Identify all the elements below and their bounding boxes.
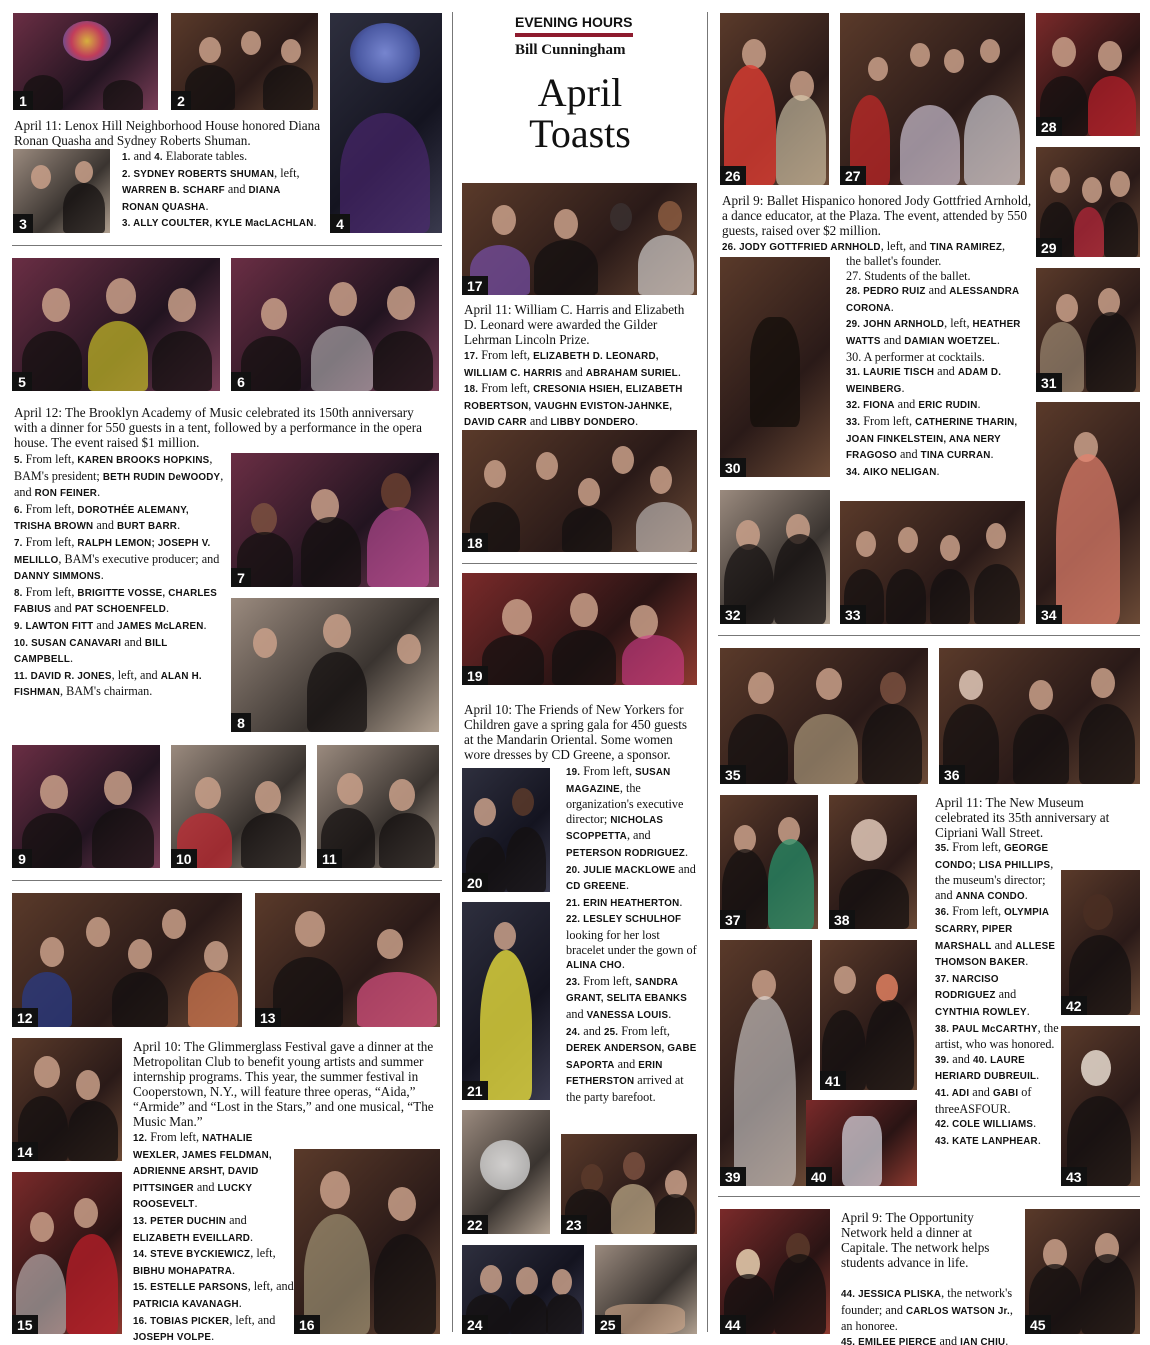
photo xyxy=(13,13,158,110)
photo-number: 31 xyxy=(1036,373,1062,392)
photo xyxy=(1025,1209,1140,1334)
photo xyxy=(462,1110,550,1234)
section-rule xyxy=(12,245,442,246)
photo xyxy=(1036,268,1140,392)
newmuseum-credits: 35. From left, GEORGE CONDO; LISA PHILLIPS, the museum's director; and ANNA CONDO. 36. From left, OLYMPIA SCARRY, PIPER MARSHALL and ALLESE THOMSON BAKER. 37. NARCISO RODRIGUEZ and CYNTHIA ROWLEY. 38. PAUL McCARTHY, the artist, who was honored. 39. and 40. LAURE HERIARD DUBREUIL. 41. ADI and GABI of threeASFOUR. 42. COLE WILLIAMS. 43. KATE LANPHEAR. xyxy=(935,840,1059,1147)
hispanico-caption: April 9: Ballet Hispanico honored Jody Gottfried Arnhold, a dance educator, at the Plaza. The event, attended by 550 guests, raised over $2 million. xyxy=(722,193,1032,238)
newmuseum-caption: April 11: The New Museum celebrated its 35th anniversary at Cipriani Wall Street. xyxy=(935,795,1110,840)
section-rule xyxy=(718,1196,1140,1197)
photo xyxy=(720,13,829,185)
photo xyxy=(12,1172,122,1334)
photo-number: 43 xyxy=(1061,1167,1087,1186)
section-tag-bar xyxy=(515,33,633,37)
photo-number: 6 xyxy=(231,372,251,391)
glimmerglass-credits: 12. From left, NATHALIE WEXLER, JAMES FELDMAN, ADRIENNE ARSHT, DAVID PITTSINGER and LUCKY ROOSEVELT. 13. PETER DUCHIN and ELIZABETH EVEILLARD. 14. STEVE BYCKIEWICZ, left, BIBHU MOHAPATRA. 15. ESTELLE PARSONS, left, and PATRICIA KAVANAGH. 16. TOBIAS PICKER, left, and JOSEPH VOLPE. xyxy=(133,1130,294,1344)
photo-number: 14 xyxy=(12,1142,38,1161)
photo-number: 29 xyxy=(1036,238,1062,257)
photo-number: 23 xyxy=(561,1215,587,1234)
photo-number: 38 xyxy=(829,910,855,929)
photo-number: 7 xyxy=(231,568,251,587)
photo-number: 21 xyxy=(462,1081,488,1100)
photo-number: 11 xyxy=(317,849,342,868)
bam-caption: April 12: The Brooklyn Academy of Music celebrated its 150th anniversary with a dinner for 550 guests in a tent, followed by a performance in the opera house. The event raised $1 million. xyxy=(14,405,422,450)
photo xyxy=(1061,870,1140,1015)
photo-number: 37 xyxy=(720,910,746,929)
photo-number: 12 xyxy=(12,1008,38,1027)
photo xyxy=(1036,402,1140,624)
column-rule-right xyxy=(707,12,708,1332)
opportunity-credits: 44. JESSICA PLISKA, the network's founder; and CARLOS WATSON Jr., an honoree. 45. EMILEE PIERCE and IAN CHIU. xyxy=(841,1286,1013,1345)
lenox-caption: April 11: Lenox Hill Neighborhood House honored Diana Ronan Quasha and Sydney Roberts Shuman. xyxy=(14,118,321,148)
photo xyxy=(171,13,318,110)
photo xyxy=(462,902,550,1100)
glimmerglass-caption: April 10: The Glimmerglass Festival gave a dinner at the Metropolitan Club to benefit young artists and summer internship programs. This year, the summer festival in Cooperstown, N.Y., will feature three operas, “Aida,” “Armide” and “Lost in the Stars,” and one musical, “The Music Man.” xyxy=(133,1039,434,1129)
section-tag: EVENING HOURS xyxy=(515,14,633,30)
lenox-credits: 1. and 4. Elaborate tables. 2. SYDNEY ROBERTS SHUMAN, left, WARREN B. SCHARF and DIANA RONAN QUASHA. 3. ALLY COULTER, KYLE MacLACHLAN. xyxy=(122,149,317,230)
photo-number: 42 xyxy=(1061,996,1087,1015)
photo-number: 41 xyxy=(820,1071,846,1090)
photo-number: 2 xyxy=(171,91,191,110)
photo-number: 28 xyxy=(1036,117,1062,136)
photo xyxy=(462,768,550,892)
photo xyxy=(829,795,917,929)
photo-number: 3 xyxy=(13,214,33,233)
photo-number: 20 xyxy=(462,873,488,892)
photo-number: 1 xyxy=(13,91,33,110)
photo-number: 39 xyxy=(720,1167,746,1186)
photo xyxy=(462,573,697,685)
photo-number: 25 xyxy=(595,1315,621,1334)
photo xyxy=(231,258,439,391)
photo-number: 8 xyxy=(231,713,251,732)
photo-number: 13 xyxy=(255,1008,281,1027)
opportunity-caption: April 9: The Opportunity Network held a dinner at Capitale. The network helps students advance in life. xyxy=(841,1210,990,1270)
photo-number: 26 xyxy=(720,166,746,185)
photo-number: 36 xyxy=(939,765,965,784)
photo xyxy=(1036,13,1140,136)
photo xyxy=(231,453,439,587)
photo xyxy=(12,893,242,1027)
photo xyxy=(820,940,917,1090)
photo-number: 4 xyxy=(330,214,350,233)
photo xyxy=(720,257,830,477)
photo-number: 30 xyxy=(720,458,746,477)
section-rule xyxy=(718,635,1140,636)
section-rule xyxy=(12,880,442,881)
photo xyxy=(720,1209,830,1334)
photo xyxy=(720,648,928,784)
photo-number: 45 xyxy=(1025,1315,1051,1334)
photo-number: 32 xyxy=(720,605,746,624)
friends-caption: April 10: The Friends of New Yorkers for Children gave a spring gala for 450 guests at the Mandarin Oriental. Some women wore dresses by CD Greene, a sponsor. xyxy=(464,702,688,762)
photo-number: 22 xyxy=(462,1215,488,1234)
photo xyxy=(13,149,110,233)
photo xyxy=(806,1100,917,1186)
photo-number: 17 xyxy=(462,276,488,295)
photo-number: 33 xyxy=(840,605,866,624)
column-rule-left xyxy=(452,12,453,1332)
photo xyxy=(939,648,1140,784)
photo-number: 27 xyxy=(840,166,866,185)
lehrman-credits: 17. From left, ELIZABETH D. LEONARD, WILLIAM C. HARRIS and ABRAHAM SURIEL. 18. From left, CRESONIA HSIEH, ELIZABETH ROBERTSON, VAUGHN EVISTON-JAHNKE, DAVID CARR and LIBBY DONDERO. xyxy=(464,348,683,429)
byline: Bill Cunningham xyxy=(515,42,626,58)
photo xyxy=(720,490,830,624)
photo-number: 15 xyxy=(12,1315,38,1334)
photo xyxy=(1036,147,1140,257)
photo xyxy=(12,258,220,391)
photo xyxy=(231,598,439,732)
bam-credits: 5. From left, KAREN BROOKS HOPKINS, BAM's president; BETH RUDIN DeWOODY, and RON FEINER. 6. From left, DOROTHÉE ALEMANY, TRISHA BROWN and BURT BARR. 7. From left, RALPH LEMON; JOSEPH V. MELILLO, BAM's executive producer; and DANNY SIMMONS. 8. From left, BRIGITTE VOSSE, CHARLES FABIUS and PAT SCHOENFELD. 9. LAWTON FITT and JAMES McLAREN. 10. SUSAN CANAVARI and BILL CAMPBELL. 11. DAVID R. JONES, left, and ALAN H. FISHMAN, BAM's chairman. xyxy=(14,452,224,699)
photo-number: 44 xyxy=(720,1315,746,1334)
photo xyxy=(317,745,439,868)
photo-number: 40 xyxy=(806,1167,832,1186)
photo xyxy=(462,183,697,295)
photo xyxy=(1061,1026,1140,1186)
photo-number: 16 xyxy=(294,1315,320,1334)
hispanico-credits-top: 26. JODY GOTTFRIED ARNHOLD, left, and TINA RAMIREZ, xyxy=(722,239,1006,253)
photo xyxy=(294,1149,440,1334)
photo xyxy=(840,13,1025,185)
headline: April Toasts xyxy=(529,70,631,156)
photo-number: 10 xyxy=(171,849,197,868)
photo xyxy=(462,1245,584,1334)
photo-number: 24 xyxy=(462,1315,488,1334)
photo xyxy=(12,745,160,868)
photo-number: 9 xyxy=(12,849,32,868)
photo xyxy=(840,501,1025,624)
hispanico-credits: the ballet's founder. 27. Students of the ballet. 28. PEDRO RUIZ and ALESSANDRA CORONA. 29. JOHN ARNHOLD, left, HEATHER WATTS and DAMIAN WOETZEL. 30. A performer at cocktails. 31. LAURIE TISCH and ADAM D. WEINBERG. 32. FIONA and ERIC RUDIN. 33. From left, CATHERINE THARIN, JOAN FINKELSTEIN, ANA NERY FRAGOSO and TINA CURRAN. 34. AIKO NELIGAN. xyxy=(846,254,1021,478)
section-rule xyxy=(462,563,697,564)
photo-number: 19 xyxy=(462,666,488,685)
photo xyxy=(171,745,306,868)
photo xyxy=(330,13,442,233)
photo-number: 34 xyxy=(1036,605,1062,624)
lehrman-caption: April 11: William C. Harris and Elizabeth D. Leonard were awarded the Gilder Lehrman Lincoln Prize. xyxy=(464,302,685,347)
photo-number: 18 xyxy=(462,533,488,552)
photo-number: 35 xyxy=(720,765,746,784)
photo-number: 5 xyxy=(12,372,32,391)
photo xyxy=(595,1245,697,1334)
photo xyxy=(462,430,697,552)
friends-credits: 19. From left, SUSAN MAGAZINE, the organization's executive director; NICHOLAS SCOPPETTA, and PETERSON RODRIGUEZ. 20. JULIE MACKLOWE and CD GREENE. 21. ERIN HEATHERTON. 22. LESLEY SCHULHOF looking for her lost bracelet under the gown of ALINA CHO. 23. From left, SANDRA GRANT, SELITA EBANKS and VANESSA LOUIS. 24. and 25. From left, DEREK ANDERSON, GABE SAPORTA and ERIN FETHERSTON arrived at the party barefoot. xyxy=(566,764,697,1104)
photo xyxy=(720,940,812,1186)
photo xyxy=(12,1038,122,1161)
photo xyxy=(561,1134,697,1234)
photo xyxy=(720,795,818,929)
photo xyxy=(255,893,440,1027)
